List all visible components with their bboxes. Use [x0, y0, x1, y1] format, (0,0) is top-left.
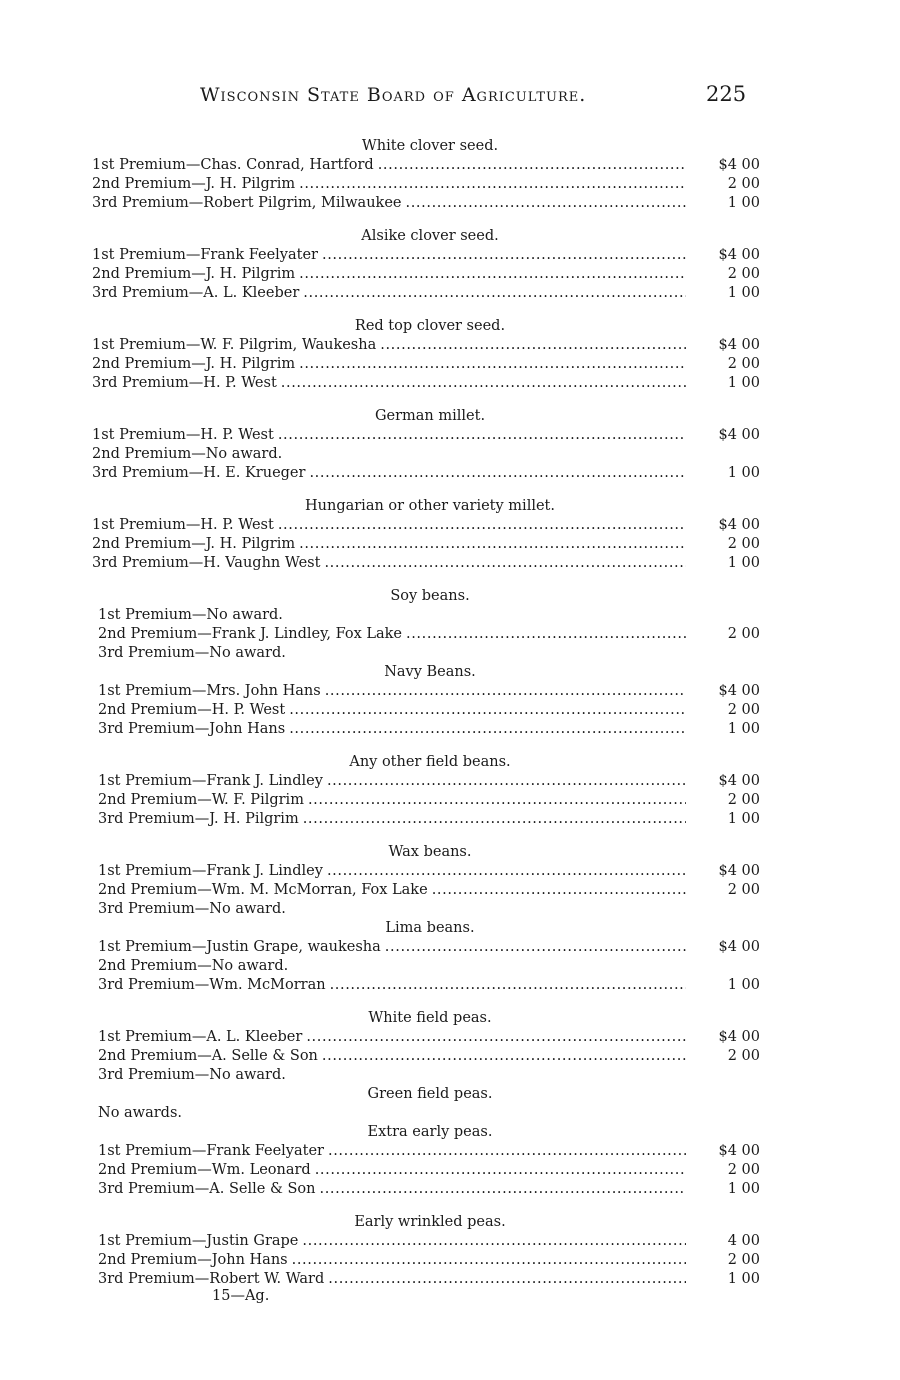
premium-place: 3rd Premium—	[98, 811, 210, 827]
winner-name: H. P. West	[200, 517, 274, 533]
award-section	[90, 137, 760, 213]
award-entry	[90, 644, 760, 663]
award-entry	[90, 1270, 760, 1289]
premium-place: 1st Premium—	[98, 863, 207, 879]
award-entry	[90, 246, 760, 265]
premium-place: 1st Premium—	[98, 683, 207, 699]
premium-place: 1st Premium—	[98, 607, 207, 623]
prize-amount: 2 00	[727, 1162, 760, 1178]
award-entry	[90, 175, 760, 194]
dot-leader	[328, 1142, 686, 1161]
prize-amount: 1 00	[727, 285, 760, 301]
section-title: Red top clover seed.	[354, 318, 506, 334]
premium-place: 1st Premium—	[98, 1143, 207, 1159]
winner-name: No award.	[205, 446, 283, 462]
award-entry	[90, 464, 760, 483]
prize-amount: 2 00	[727, 356, 760, 372]
winner-name: Frank J. Lindley, Fox Lake	[211, 626, 402, 642]
prize-amount: 1 00	[727, 465, 760, 481]
premium-place: 2nd Premium—	[92, 266, 206, 282]
prize-amount: 2 00	[727, 702, 760, 718]
winner-name: Justin Grape	[206, 1233, 299, 1249]
winner-name: H. P. West	[200, 427, 274, 443]
winner-name: A. L. Kleeber	[206, 1029, 303, 1045]
award-section	[90, 843, 760, 919]
section-note: No awards.	[98, 1105, 182, 1121]
dot-leader	[406, 625, 686, 644]
prize-amount: $4 00	[718, 427, 760, 443]
award-section	[90, 663, 760, 739]
award-entry	[90, 1142, 760, 1161]
winner-name: No award.	[209, 645, 286, 661]
premium-place: 2nd Premium—	[98, 1048, 212, 1064]
award-entry	[90, 720, 760, 739]
winner-name: H. Vaughn West	[203, 555, 321, 571]
premium-place: 3rd Premium—	[92, 285, 204, 301]
prize-amount: $4 00	[718, 247, 760, 263]
dot-leader	[330, 976, 686, 995]
award-section	[90, 587, 760, 663]
winner-name: A. Selle & Son	[211, 1048, 318, 1064]
dot-leader	[315, 1161, 686, 1180]
page-number: 225	[706, 82, 747, 106]
dot-leader	[327, 862, 686, 881]
premium-place: 1st Premium—	[98, 939, 207, 955]
winner-name: W. F. Pilgrim	[211, 792, 304, 808]
section-title: Lima beans.	[385, 920, 475, 936]
award-entry	[90, 535, 760, 554]
prize-amount: 1 00	[727, 195, 760, 211]
award-entry	[90, 374, 760, 393]
premium-place: 3rd Premium—	[98, 1181, 210, 1197]
prize-amount: 2 00	[727, 882, 760, 898]
premium-place: 3rd Premium—	[98, 1271, 210, 1287]
award-entry	[90, 682, 760, 701]
prize-amount: 1 00	[727, 977, 760, 993]
premium-place: 1st Premium—	[92, 427, 201, 443]
award-entry	[90, 194, 760, 213]
award-section	[90, 407, 760, 483]
award-entry	[90, 772, 760, 791]
award-section	[90, 1213, 760, 1289]
dot-leader	[278, 516, 686, 535]
section-title: Any other field beans.	[349, 754, 511, 770]
premium-place: 3rd Premium—	[92, 195, 204, 211]
winner-name: H. E. Krueger	[203, 465, 306, 481]
running-head: Wisconsin State Board of Agriculture.	[200, 84, 587, 106]
dot-leader	[380, 336, 686, 355]
award-entry	[90, 957, 760, 976]
award-section	[90, 497, 760, 573]
dot-leader	[322, 246, 686, 265]
winner-name: H. P. West	[211, 702, 286, 718]
premium-place: 2nd Premium—	[98, 626, 212, 642]
dot-leader	[308, 791, 686, 810]
prize-amount: 1 00	[727, 1181, 760, 1197]
dot-leader	[325, 682, 686, 701]
premium-place: 3rd Premium—	[92, 465, 204, 481]
award-entry	[90, 1066, 760, 1085]
award-entry	[90, 426, 760, 445]
prize-amount: 1 00	[727, 555, 760, 571]
dot-leader	[378, 156, 686, 175]
prize-amount: 2 00	[727, 1252, 760, 1268]
prize-amount: $4 00	[718, 157, 760, 173]
winner-name: No award.	[209, 1067, 286, 1083]
award-entry	[90, 554, 760, 573]
winner-name: Robert W. Ward	[209, 1271, 325, 1287]
premium-place: 3rd Premium—	[98, 1067, 210, 1083]
premium-place: 3rd Premium—	[98, 977, 210, 993]
prize-amount: $4 00	[718, 517, 760, 533]
dot-leader	[289, 720, 686, 739]
award-entry	[90, 881, 760, 900]
premium-place: 1st Premium—	[98, 1233, 207, 1249]
award-entry	[90, 900, 760, 919]
award-entry	[90, 445, 760, 464]
award-section	[90, 1009, 760, 1085]
section-title: Green field peas.	[367, 1086, 493, 1102]
winner-name: H. P. West	[203, 375, 277, 391]
premium-place: 3rd Premium—	[92, 555, 204, 571]
award-section	[90, 317, 760, 393]
premium-place: 2nd Premium—	[98, 1252, 212, 1268]
prize-amount: 2 00	[727, 792, 760, 808]
prize-amount: 1 00	[727, 721, 760, 737]
winner-name: J. H. Pilgrim	[205, 176, 296, 192]
award-section	[90, 753, 760, 829]
winner-name: Justin Grape, waukesha	[206, 939, 381, 955]
award-entry	[90, 355, 760, 374]
premium-place: 2nd Premium—	[92, 356, 206, 372]
prize-amount: 2 00	[727, 176, 760, 192]
award-entry	[90, 284, 760, 303]
winner-name: W. F. Pilgrim, Waukesha	[200, 337, 377, 353]
section-title: White clover seed.	[361, 138, 499, 154]
section-title: Extra early peas.	[367, 1124, 493, 1140]
premium-place: 1st Premium—	[92, 337, 201, 353]
award-entry	[90, 516, 760, 535]
award-entry	[90, 810, 760, 829]
award-section	[90, 1085, 760, 1123]
premium-place: 2nd Premium—	[98, 702, 212, 718]
prize-amount: 1 00	[727, 375, 760, 391]
premium-place: 3rd Premium—	[92, 375, 204, 391]
section-title: Hungarian or other variety millet.	[305, 498, 555, 514]
dot-leader	[299, 265, 686, 284]
winner-name: A. Selle & Son	[209, 1181, 316, 1197]
premium-place: 3rd Premium—	[98, 721, 210, 737]
dot-leader	[432, 881, 686, 900]
prize-amount: $4 00	[718, 337, 760, 353]
award-section	[90, 919, 760, 995]
prize-amount: 2 00	[727, 626, 760, 642]
premium-place: 1st Premium—	[92, 517, 201, 533]
section-title: Early wrinkled peas.	[354, 1214, 506, 1230]
award-entry	[90, 1028, 760, 1047]
award-entry	[90, 606, 760, 625]
prize-amount: 4 00	[727, 1233, 760, 1249]
dot-leader	[303, 284, 686, 303]
prize-amount: $4 00	[718, 1143, 760, 1159]
winner-name: Robert Pilgrim, Milwaukee	[203, 195, 402, 211]
award-entry	[90, 976, 760, 995]
winner-name: Wm. M. McMorran, Fox Lake	[211, 882, 428, 898]
winner-name: No award.	[211, 958, 289, 974]
section-title: German millet.	[374, 408, 486, 424]
premium-place: 2nd Premium—	[92, 536, 206, 552]
award-entry	[90, 938, 760, 957]
section-title: Alsike clover seed.	[361, 228, 499, 244]
award-entry	[90, 336, 760, 355]
premium-place: 2nd Premium—	[98, 792, 212, 808]
award-entry	[90, 1180, 760, 1199]
prize-amount: $4 00	[718, 863, 760, 879]
award-entry	[90, 1251, 760, 1270]
winner-name: John Hans	[211, 1252, 288, 1268]
section-title: Wax beans.	[388, 844, 472, 860]
winner-name: J. H. Pilgrim	[205, 356, 296, 372]
award-section	[90, 227, 760, 303]
dot-leader	[299, 175, 686, 194]
award-entry	[90, 791, 760, 810]
winner-name: No award.	[206, 607, 283, 623]
winner-name: Wm. Leonard	[211, 1162, 311, 1178]
premium-place: 3rd Premium—	[98, 645, 210, 661]
award-entry	[90, 156, 760, 175]
dot-leader	[281, 374, 686, 393]
dot-leader	[306, 1028, 686, 1047]
award-entry	[90, 701, 760, 720]
premium-place: 2nd Premium—	[98, 958, 212, 974]
premium-place: 3rd Premium—	[98, 901, 210, 917]
prize-amount: 2 00	[727, 266, 760, 282]
dot-leader	[309, 464, 686, 483]
prize-amount: $4 00	[718, 939, 760, 955]
dot-leader	[278, 426, 686, 445]
section-title: White field peas.	[368, 1010, 492, 1026]
award-entry	[90, 1161, 760, 1180]
prize-amount: $4 00	[718, 683, 760, 699]
signature-mark: 15—Ag.	[212, 1288, 270, 1304]
prize-amount: 1 00	[727, 811, 760, 827]
dot-leader	[299, 535, 686, 554]
premium-place: 1st Premium—	[92, 157, 201, 173]
premium-place: 2nd Premium—	[92, 446, 206, 462]
winner-name: Frank Feelyater	[200, 247, 318, 263]
premium-place: 1st Premium—	[98, 773, 207, 789]
award-entry	[90, 1047, 760, 1066]
winner-name: Mrs. John Hans	[206, 683, 321, 699]
winner-name: Frank Feelyater	[206, 1143, 324, 1159]
prize-amount: 2 00	[727, 536, 760, 552]
winner-name: J. H. Pilgrim	[209, 811, 299, 827]
dot-leader	[292, 1251, 686, 1270]
award-entry	[90, 862, 760, 881]
dot-leader	[299, 355, 686, 374]
premium-place: 1st Premium—	[98, 1029, 207, 1045]
dot-leader	[302, 1232, 686, 1251]
dot-leader	[327, 772, 686, 791]
award-entry	[90, 265, 760, 284]
dot-leader	[385, 938, 686, 957]
award-entry	[90, 1232, 760, 1251]
premium-list	[90, 137, 760, 1289]
premium-place: 2nd Premium—	[98, 1162, 212, 1178]
award-section	[90, 1123, 760, 1199]
prize-amount: $4 00	[718, 1029, 760, 1045]
prize-amount: 2 00	[727, 1048, 760, 1064]
section-title: Soy beans.	[390, 588, 470, 604]
winner-name: J. H. Pilgrim	[205, 266, 296, 282]
dot-leader	[289, 701, 686, 720]
winner-name: A. L. Kleeber	[203, 285, 300, 301]
dot-leader	[324, 554, 686, 573]
winner-name: Frank J. Lindley	[206, 773, 323, 789]
premium-place: 2nd Premium—	[98, 882, 212, 898]
dot-leader	[319, 1180, 686, 1199]
dot-leader	[303, 810, 686, 829]
prize-amount: 1 00	[727, 1271, 760, 1287]
premium-place: 2nd Premium—	[92, 176, 206, 192]
premium-place: 1st Premium—	[92, 247, 201, 263]
winner-name: J. H. Pilgrim	[205, 536, 296, 552]
dot-leader	[406, 194, 687, 213]
winner-name: No award.	[209, 901, 286, 917]
winner-name: John Hans	[209, 721, 286, 737]
winner-name: Chas. Conrad, Hartford	[200, 157, 374, 173]
dot-leader	[328, 1270, 686, 1289]
dot-leader	[322, 1047, 686, 1066]
prize-amount: $4 00	[718, 773, 760, 789]
award-entry	[90, 625, 760, 644]
winner-name: Wm. McMorran	[209, 977, 326, 993]
section-title: Navy Beans.	[384, 664, 476, 680]
winner-name: Frank J. Lindley	[206, 863, 323, 879]
